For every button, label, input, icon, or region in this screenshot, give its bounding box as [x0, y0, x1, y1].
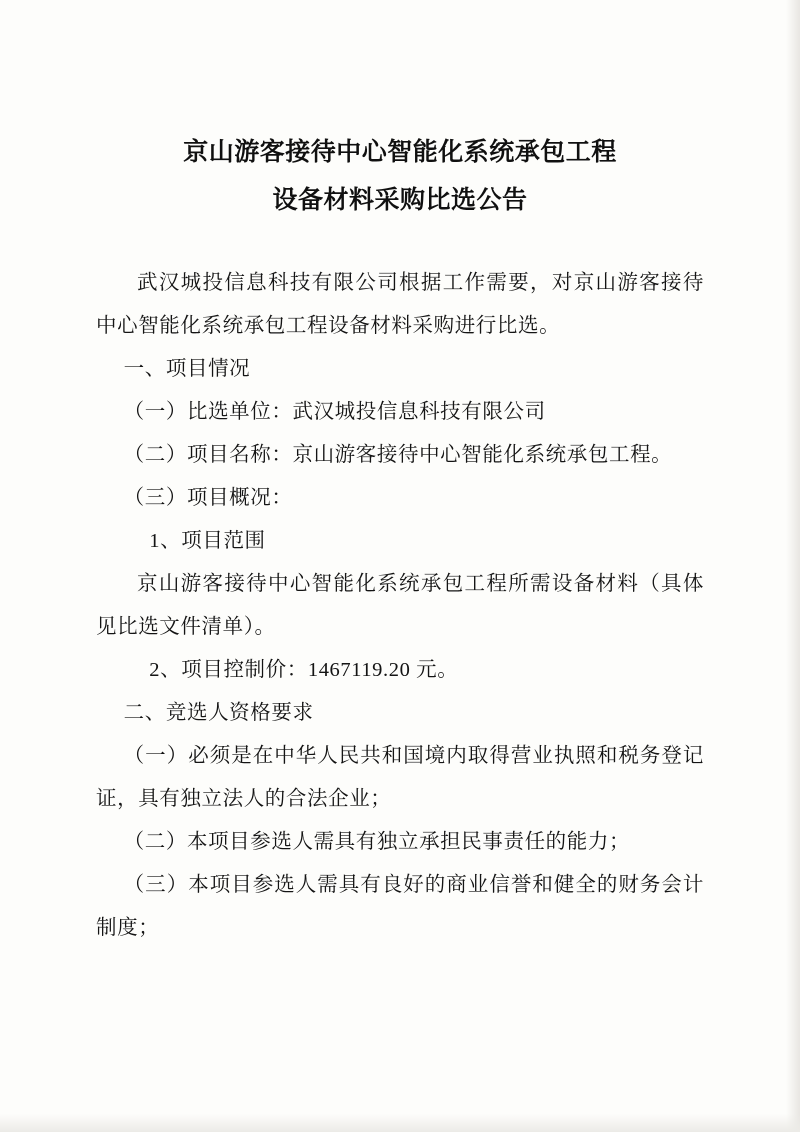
- heading-section-2: 二、竞选人资格要求: [123, 702, 314, 724]
- paragraph-item-1-3-2: 2、项目控制价：1467119.20 元。: [149, 659, 459, 681]
- paragraph-item-2-1: （一）必须是在中华人民共和国境内取得营业执照和税务登记证，具有独立法人的合法企业；: [96, 745, 704, 810]
- scan-edge-shadow-bottom: [0, 1114, 800, 1132]
- paragraph-item-1-3-1-body: 京山游客接待中心智能化系统承包工程所需设备材料（具体见比选文件清单）。: [96, 573, 704, 638]
- scan-edge-shadow-right: [786, 0, 800, 1132]
- paragraph-intro: 武汉城投信息科技有限公司根据工作需要，对京山游客接待中心智能化系统承包工程设备材料采购进行比选。: [96, 272, 704, 337]
- title-line-2: 设备材料采购比选公告: [272, 185, 528, 214]
- page-title: [96, 128, 704, 224]
- paragraph-item-1-3-1: 1、项目范围: [149, 530, 266, 552]
- paragraph-item-1-2: （二）项目名称：京山游客接待中心智能化系统承包工程。: [123, 444, 673, 466]
- paragraph-item-2-3: （三）本项目参选人需具有良好的商业信誉和健全的财务会计制度；: [96, 874, 704, 939]
- document-body: [96, 128, 704, 950]
- paragraph-item-1-3: （三）项目概况：: [123, 487, 293, 509]
- title-line-1: 京山游客接待中心智能化系统承包工程: [183, 137, 617, 166]
- heading-section-1: 一、项目情况: [123, 358, 251, 380]
- document-paragraphs: [96, 262, 704, 950]
- paragraph-item-2-2: （二）本项目参选人需具有独立承担民事责任的能力；: [123, 831, 631, 853]
- paragraph-item-1-1: （一）比选单位：武汉城投信息科技有限公司: [123, 401, 546, 423]
